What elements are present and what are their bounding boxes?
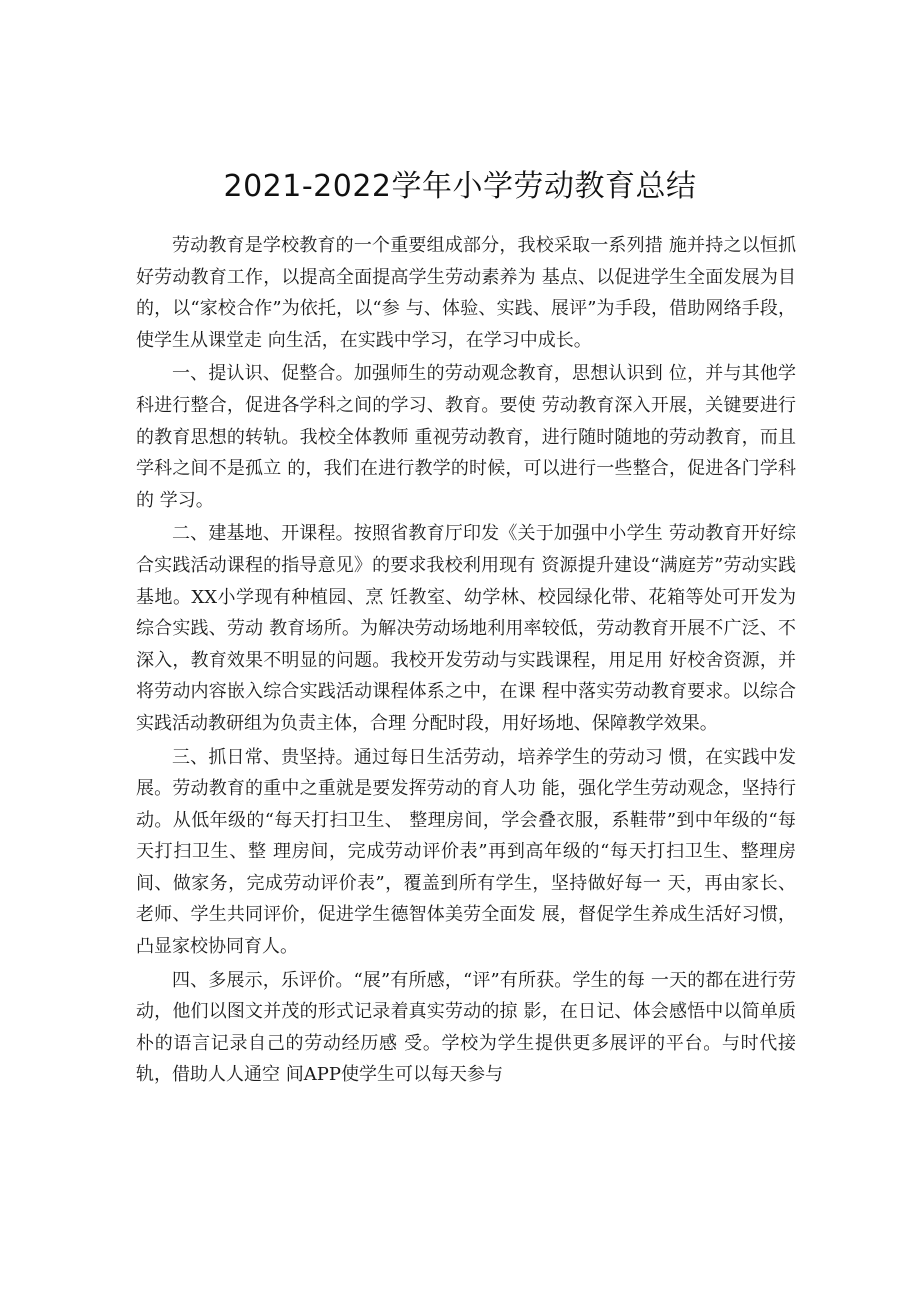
- paragraph-section-2: 二、建基地、开课程。按照省教育厅印发《关于加强中小学生 劳动教育开好综合实践活动课程的指导意见》的要求我校利用现有 资源提升建设“满庭芳”劳动实践基地。XX小学现有种植园、烹 饪教室、幼学林、校园绿化带、花箱等处可开发为综合实践、劳动 教育场所。为解决劳动场地利用率较低，劳动教育开展不广泛、不 深入，教育效果不明显的问题。我校开发劳动与实践课程，用足用 好校舍资源，并将劳动内容嵌入综合实践活动课程体系之中，在课 程中落实劳动教育要求。以综合实践活动教研组为负责主体，合理 分配时段，用好场地、保障教学效果。: [136, 523, 796, 734]
- paragraph-intro: 劳动教育是学校教育的一个重要组成部分，我校采取一系列措 施并持之以恒抓好劳动教育工作，以提高全面提高学生劳动素养为 基点、以促进学生全面发展为目的，以“家校合作”为依托，以“参 与、体验、实践、展评”为手段，借助网络手段，使学生从课堂走 向生活，在实践中学习，在学习中成长。: [136, 235, 796, 351]
- paragraph-section-4: 四、多展示，乐评价。“展”有所感，“评”有所获。学生的每 一天的都在进行劳动，他们以图文并茂的形式记录着真实劳动的掠 影，在日记、体会感悟中以简单质朴的语言记录自己的劳动经历感 受。学校为学生提供更多展评的平台。与时代接轨，借助人人通空 间APP使学生可以每天参与: [136, 969, 796, 1086]
- paragraph-section-1: 一、提认识、促整合。加强师生的劳动观念教育，思想认识到 位，并与其他学科进行整合，促进各学科之间的学习、教育。要使 劳动教育深入开展，关键要进行的教育思想的转轨。我校全体教师 重视劳动教育，进行随时随地的劳动教育，而且学科之间不是孤立 的，我们在进行教学的时候，可以进行一些整合，促进各门学科的 学习。: [136, 363, 796, 511]
- paragraph-section-3: 三、抓日常、贵坚持。通过每日生活劳动，培养学生的劳动习 惯，在实践中发展。劳动教育的重中之重就是要发挥劳动的育人功 能，强化学生劳动观念，坚持行动。从低年级的“每天打扫卫生、 整理房间，学会叠衣服，系鞋带”到中年级的“每天打扫卫生、整 理房间，完成劳动评价表”再到高年级的“每天打扫卫生、整理房 间、做家务，完成劳动评价表”，覆盖到所有学生，坚持做好每一 天，再由家长、老师、学生共同评价，促进学生德智体美劳全面发 展，督促学生养成生活好习惯，凸显家校协同育人。: [136, 746, 796, 958]
- document-title: 2021-2022学年小学劳动教育总结: [223, 169, 697, 204]
- document-body: [136, 230, 796, 1093]
